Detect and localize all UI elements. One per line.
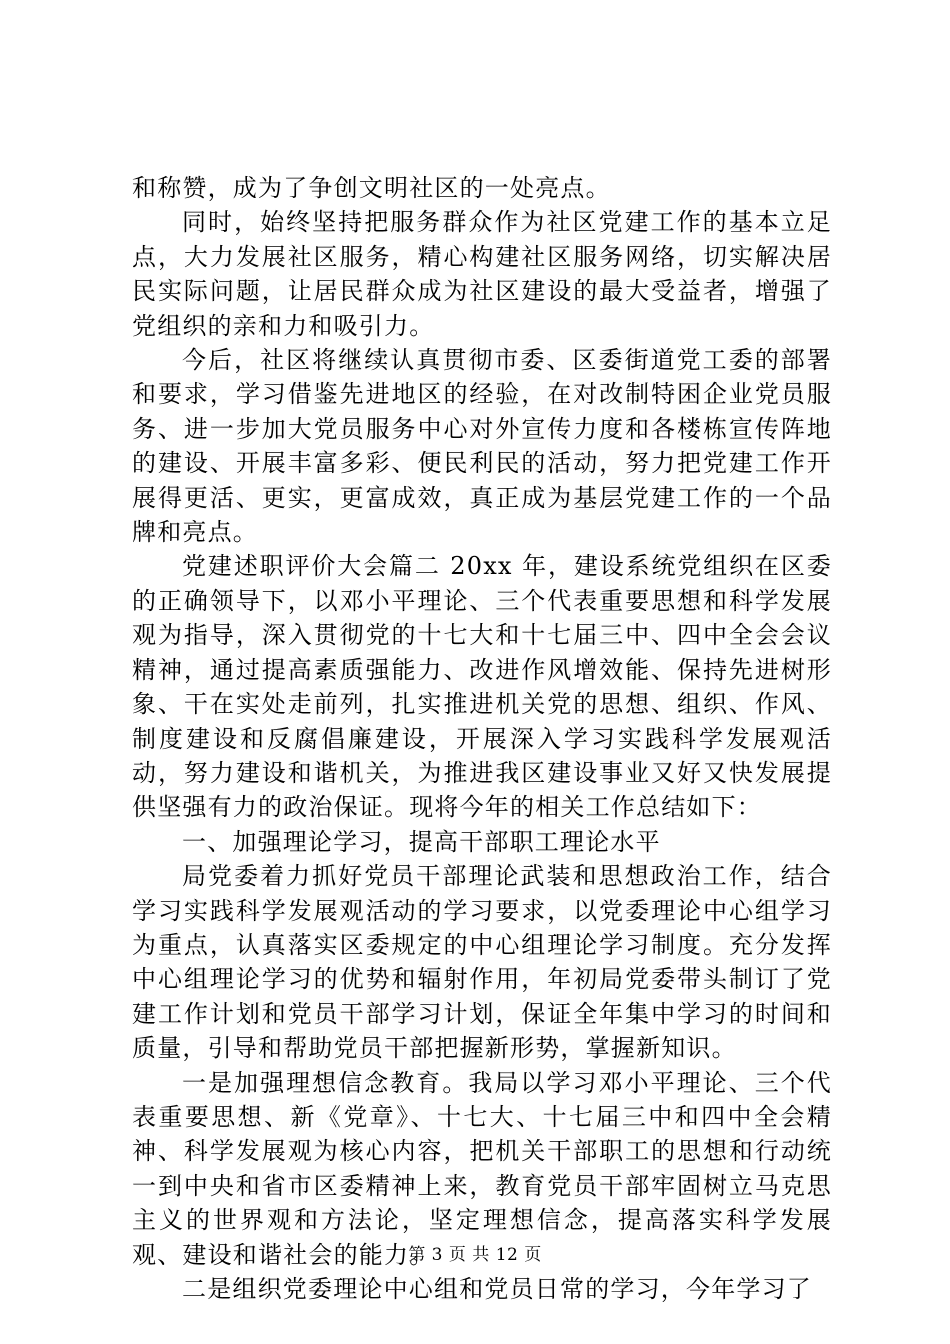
document-body bbox=[132, 171, 832, 1306]
page-number-footer: 第 3 页 共 12 页 bbox=[408, 1245, 542, 1265]
paragraph-3: 今后，社区将继续认真贯彻市委、区委街道党工委的部署和要求，学习借鉴先进地区的经验，在对改制特困企业党员服务、进一步加大党员服务中心对外宣传力度和各楼栋宣传阵地的建设、开展丰富多彩、便民利民的活动，努力把党建工作开展得更活、更实，更富成效，真正成为基层党建工作的一个品牌和亮点。 bbox=[132, 346, 832, 547]
paragraph-5: 局党委着力抓好党员干部理论武装和思想政治工作，结合学习实践科学发展观活动的学习要求，以党委理论中心组学习为重点，认真落实区委规定的中心组理论学习制度。充分发挥中心组理论学习的优势和辐射作用，年初局党委带头制订了党建工作计划和党员干部学习计划，保证全年集中学习的时间和质量，引导和帮助党员干部把握新形势，掌握新知识。 bbox=[132, 862, 832, 1063]
paragraph-1: 和称赞，成为了争创文明社区的一处亮点。 bbox=[132, 174, 611, 202]
paragraph-2: 同时，始终坚持把服务群众作为社区党建工作的基本立足点，大力发展社区服务，精心构建社区服务网络，切实解决居民实际问题，让居民群众成为社区建设的最大受益者，增强了党组织的亲和力和吸引力。 bbox=[132, 208, 832, 340]
paragraph-7: 二是组织党委理论中心组和党员日常的学习，今年学习了 bbox=[182, 1275, 812, 1303]
paragraph-6: 一是加强理想信念教育。我局以学习邓小平理论、三个代表重要思想、新《党章》、十七大、十七届三中和四中全会精神、科学发展观为核心内容，把机关干部职工的思想和行动统一到中央和省市区委精神上来，教育党员干部牢固树立马克思主义的世界观和方法论，坚定理想信念，提高落实科学发展观、建设和谐社会的能力。 bbox=[132, 1068, 832, 1269]
section-heading-1: 一、加强理论学习，提高干部职工理论水平 bbox=[182, 827, 661, 856]
paragraph-4: 党建述职评价大会篇二 20xx 年，建设系统党组织在区委的正确领导下，以邓小平理论、三个代表重要思想和科学发展观为指导，深入贯彻党的十七大和十七届三中、四中全会会议精神，通过提高素质强能力、改进作风增效能、保持先进树形象、干在实处走前列，扎实推进机关党的思想、组织、作风、制度建设和反腐倡廉建设，开展深入学习实践科学发展观活动，努力建设和谐机关，为推进我区建设事业又好又快发展提供坚强有力的政治保证。现将今年的相关工作总结如下： bbox=[132, 552, 832, 822]
